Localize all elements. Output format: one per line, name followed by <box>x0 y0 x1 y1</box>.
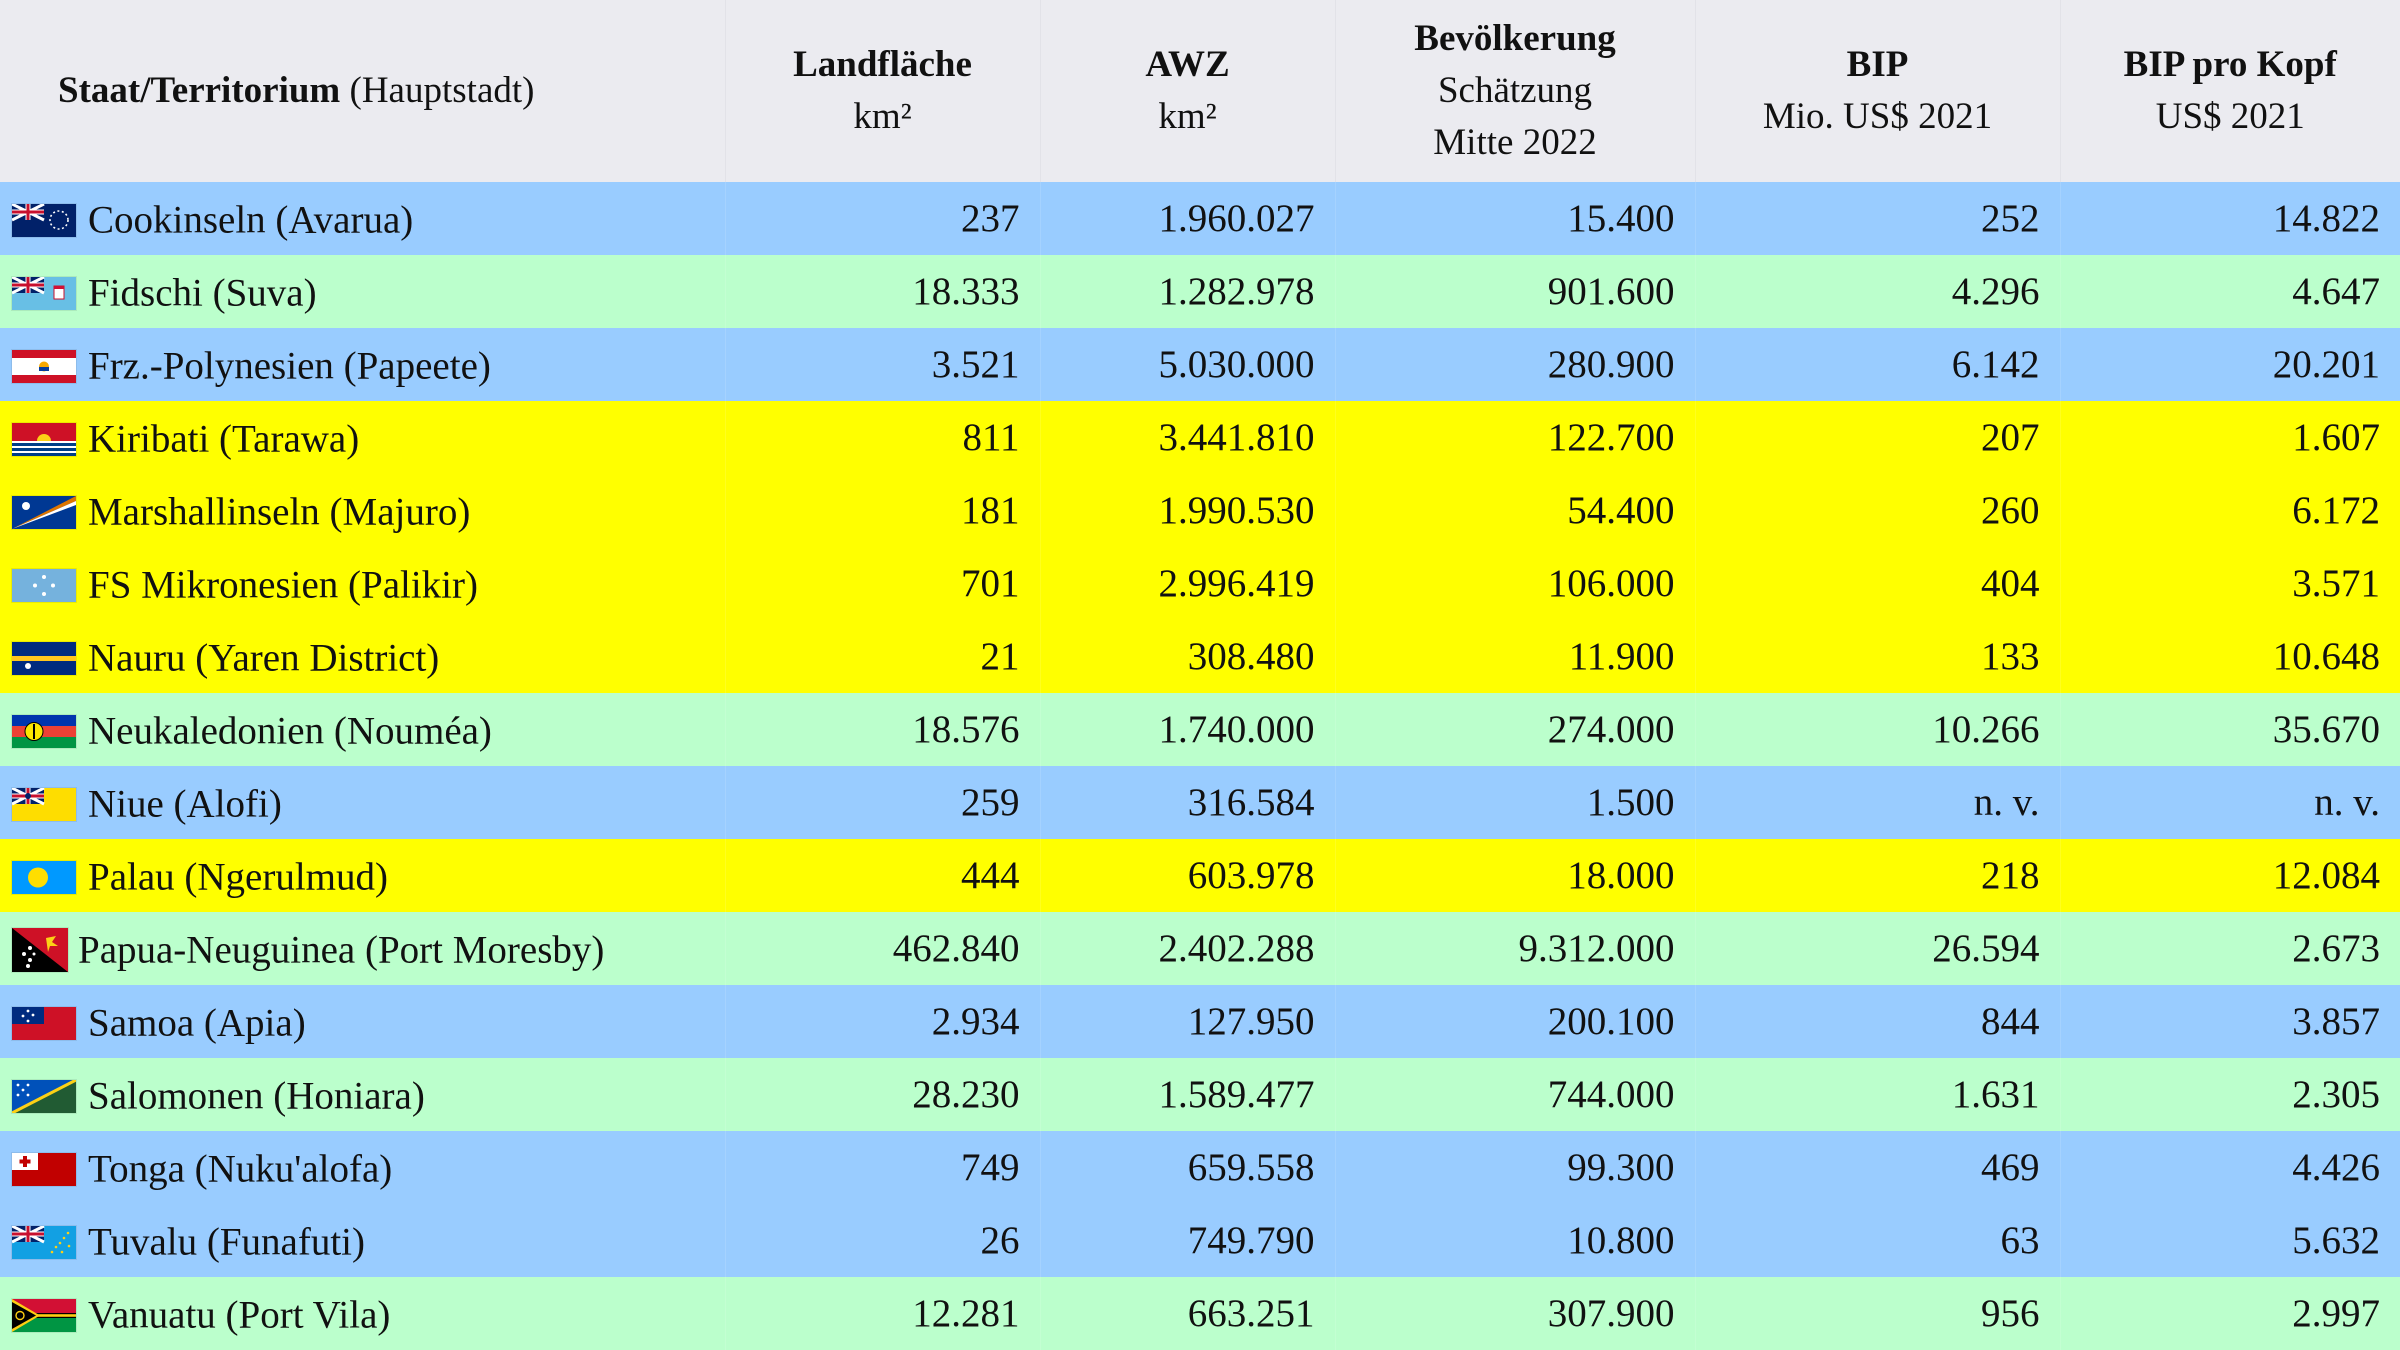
gdp-cell: 207 <box>1695 401 2060 474</box>
header-gdp <box>1695 0 2060 182</box>
solomon-islands-flag-icon <box>12 1080 76 1113</box>
gdp-cell: 6.142 <box>1695 328 2060 401</box>
gdp-cell: 956 <box>1695 1277 2060 1350</box>
vanuatu-flag-icon <box>12 1299 76 1332</box>
eez-cell: 663.251 <box>1040 1277 1335 1350</box>
gdp-cell: n. v. <box>1695 766 2060 839</box>
gdp-cell: 4.296 <box>1695 255 2060 328</box>
header-population-sub: Schätzung <box>1437 70 1593 111</box>
eez-cell: 5.030.000 <box>1040 328 1335 401</box>
eez-cell: 316.584 <box>1040 766 1335 839</box>
tuvalu-flag-icon <box>12 1226 76 1259</box>
land-area-cell: 181 <box>725 474 1040 547</box>
eez-cell: 749.790 <box>1040 1204 1335 1277</box>
gdp-cell: 252 <box>1695 182 2060 255</box>
gdp-cell: 10.266 <box>1695 693 2060 766</box>
table-row <box>0 1204 2400 1277</box>
header-row <box>0 0 2400 182</box>
micronesia-flag-icon <box>12 569 76 602</box>
eez-cell: 2.402.288 <box>1040 912 1335 985</box>
table-row <box>0 328 2400 401</box>
header-gdp-label: BIP <box>1846 44 1909 85</box>
gdp-cell: 1.631 <box>1695 1058 2060 1131</box>
land-area-cell: 26 <box>725 1204 1040 1277</box>
gdp-cell: 469 <box>1695 1131 2060 1204</box>
header-land-area-unit: km² <box>853 96 912 137</box>
population-cell: 1.500 <box>1335 766 1695 839</box>
population-cell: 901.600 <box>1335 255 1695 328</box>
table-row <box>0 839 2400 912</box>
state-name: Niue (Alofi) <box>88 782 282 826</box>
state-name: Neukaledonien (Nouméa) <box>88 709 492 753</box>
table-row <box>0 1131 2400 1204</box>
state-name-cell <box>0 985 725 1058</box>
gdp-cell: 260 <box>1695 474 2060 547</box>
eez-cell: 2.996.419 <box>1040 547 1335 620</box>
population-cell: 11.900 <box>1335 620 1695 693</box>
gdp-cell: 844 <box>1695 985 2060 1058</box>
french-polynesia-flag-icon <box>12 350 76 383</box>
state-name-cell <box>0 1058 725 1131</box>
header-land-area <box>725 0 1040 182</box>
state-name: Papua-Neuguinea (Port Moresby) <box>78 928 605 972</box>
table-row <box>0 620 2400 693</box>
samoa-flag-icon <box>12 1007 76 1040</box>
header-capital-label: (Hauptstadt) <box>349 70 535 111</box>
gdp-per-capita-cell: 5.632 <box>2060 1204 2400 1277</box>
table-row <box>0 401 2400 474</box>
population-cell: 106.000 <box>1335 547 1695 620</box>
land-area-cell: 2.934 <box>725 985 1040 1058</box>
land-area-cell: 444 <box>725 839 1040 912</box>
gdp-per-capita-cell: 1.607 <box>2060 401 2400 474</box>
population-cell: 18.000 <box>1335 839 1695 912</box>
table-row <box>0 547 2400 620</box>
header-gdp-per-capita-unit: US$ 2021 <box>2155 96 2305 137</box>
header-population <box>1335 0 1695 182</box>
state-name: Samoa (Apia) <box>88 1001 306 1045</box>
eez-cell: 1.282.978 <box>1040 255 1335 328</box>
land-area-cell: 28.230 <box>725 1058 1040 1131</box>
state-name: Tuvalu (Funafuti) <box>88 1220 365 1264</box>
land-area-cell: 462.840 <box>725 912 1040 985</box>
gdp-per-capita-cell: 2.673 <box>2060 912 2400 985</box>
header-eez <box>1040 0 1335 182</box>
table-row <box>0 766 2400 839</box>
table-row <box>0 1277 2400 1350</box>
gdp-per-capita-cell: 4.647 <box>2060 255 2400 328</box>
state-name-cell <box>0 1277 725 1350</box>
gdp-cell: 63 <box>1695 1204 2060 1277</box>
table-row <box>0 985 2400 1058</box>
population-cell: 122.700 <box>1335 401 1695 474</box>
gdp-per-capita-cell: 3.571 <box>2060 547 2400 620</box>
land-area-cell: 237 <box>725 182 1040 255</box>
palau-flag-icon <box>12 861 76 894</box>
header-gdp-per-capita <box>2060 0 2400 182</box>
gdp-cell: 218 <box>1695 839 2060 912</box>
gdp-per-capita-cell: 2.305 <box>2060 1058 2400 1131</box>
state-name-cell <box>0 839 725 912</box>
population-cell: 744.000 <box>1335 1058 1695 1131</box>
eez-cell: 659.558 <box>1040 1131 1335 1204</box>
table-header <box>0 0 2400 182</box>
land-area-cell: 18.333 <box>725 255 1040 328</box>
state-name-cell <box>0 474 725 547</box>
state-name-cell <box>0 1204 725 1277</box>
header-state-label: Staat/Territorium <box>58 70 341 111</box>
niue-flag-icon <box>12 788 76 821</box>
population-cell: 10.800 <box>1335 1204 1695 1277</box>
state-name: Vanuatu (Port Vila) <box>88 1293 391 1337</box>
gdp-per-capita-cell: 3.857 <box>2060 985 2400 1058</box>
table-row <box>0 182 2400 255</box>
population-cell: 15.400 <box>1335 182 1695 255</box>
gdp-per-capita-cell: n. v. <box>2060 766 2400 839</box>
eez-cell: 3.441.810 <box>1040 401 1335 474</box>
population-cell: 274.000 <box>1335 693 1695 766</box>
header-population-label: Bevölkerung <box>1414 18 1616 59</box>
eez-cell: 127.950 <box>1040 985 1335 1058</box>
header-gdp-unit: Mio. US$ 2021 <box>1762 96 1993 137</box>
state-name: Nauru (Yaren District) <box>88 636 440 680</box>
state-name: Tonga (Nuku'alofa) <box>88 1147 393 1191</box>
tonga-flag-icon <box>12 1153 76 1186</box>
state-name: Salomonen (Honiara) <box>88 1074 425 1118</box>
state-name-cell <box>0 912 725 985</box>
header-state <box>0 0 725 182</box>
state-name-cell <box>0 182 725 255</box>
nauru-flag-icon <box>12 642 76 675</box>
eez-cell: 1.589.477 <box>1040 1058 1335 1131</box>
state-name: Kiribati (Tarawa) <box>88 417 360 461</box>
state-name-cell <box>0 255 725 328</box>
state-name-cell <box>0 401 725 474</box>
state-name: Frz.-Polynesien (Papeete) <box>88 344 491 388</box>
land-area-cell: 749 <box>725 1131 1040 1204</box>
gdp-per-capita-cell: 2.997 <box>2060 1277 2400 1350</box>
land-area-cell: 811 <box>725 401 1040 474</box>
table-row <box>0 474 2400 547</box>
gdp-per-capita-cell: 14.822 <box>2060 182 2400 255</box>
state-name: Palau (Ngerulmud) <box>88 855 389 899</box>
land-area-cell: 21 <box>725 620 1040 693</box>
state-name: Marshallinseln (Majuro) <box>88 490 471 534</box>
eez-cell: 308.480 <box>1040 620 1335 693</box>
gdp-per-capita-cell: 20.201 <box>2060 328 2400 401</box>
header-eez-label: AWZ <box>1145 44 1230 85</box>
eez-cell: 1.740.000 <box>1040 693 1335 766</box>
land-area-cell: 3.521 <box>725 328 1040 401</box>
gdp-per-capita-cell: 4.426 <box>2060 1131 2400 1204</box>
gdp-per-capita-cell: 10.648 <box>2060 620 2400 693</box>
population-cell: 9.312.000 <box>1335 912 1695 985</box>
header-population-sub2: Mitte 2022 <box>1433 122 1597 163</box>
header-land-area-label: Landfläche <box>793 44 972 85</box>
eez-cell: 1.960.027 <box>1040 182 1335 255</box>
gdp-cell: 26.594 <box>1695 912 2060 985</box>
population-cell: 54.400 <box>1335 474 1695 547</box>
state-name-cell <box>0 1131 725 1204</box>
state-name: Cookinseln (Avarua) <box>88 198 414 242</box>
land-area-cell: 259 <box>725 766 1040 839</box>
gdp-per-capita-cell: 35.670 <box>2060 693 2400 766</box>
gdp-cell: 133 <box>1695 620 2060 693</box>
fiji-flag-icon <box>12 277 76 310</box>
table-row <box>0 1058 2400 1131</box>
gdp-per-capita-cell: 6.172 <box>2060 474 2400 547</box>
eez-cell: 603.978 <box>1040 839 1335 912</box>
header-gdp-per-capita-label: BIP pro Kopf <box>2123 44 2337 85</box>
land-area-cell: 18.576 <box>725 693 1040 766</box>
gdp-cell: 404 <box>1695 547 2060 620</box>
land-area-cell: 701 <box>725 547 1040 620</box>
gdp-per-capita-cell: 12.084 <box>2060 839 2400 912</box>
cook-islands-flag-icon <box>12 204 76 237</box>
header-eez-unit: km² <box>1158 96 1217 137</box>
population-cell: 280.900 <box>1335 328 1695 401</box>
state-name-cell <box>0 620 725 693</box>
state-name-cell <box>0 693 725 766</box>
state-name-cell <box>0 547 725 620</box>
state-name-cell <box>0 766 725 839</box>
state-name-cell <box>0 328 725 401</box>
state-name: FS Mikronesien (Palikir) <box>88 563 478 607</box>
population-cell: 200.100 <box>1335 985 1695 1058</box>
table-body <box>0 182 2400 1350</box>
marshall-islands-flag-icon <box>12 496 76 529</box>
population-cell: 307.900 <box>1335 1277 1695 1350</box>
kiribati-flag-icon <box>12 423 76 456</box>
papua-new-guinea-flag-icon <box>12 928 68 972</box>
table-row <box>0 693 2400 766</box>
land-area-cell: 12.281 <box>725 1277 1040 1350</box>
new-caledonia-flag-icon <box>12 715 76 748</box>
eez-cell: 1.990.530 <box>1040 474 1335 547</box>
table-row <box>0 912 2400 985</box>
state-name: Fidschi (Suva) <box>88 271 317 315</box>
table-row <box>0 255 2400 328</box>
population-cell: 99.300 <box>1335 1131 1695 1204</box>
